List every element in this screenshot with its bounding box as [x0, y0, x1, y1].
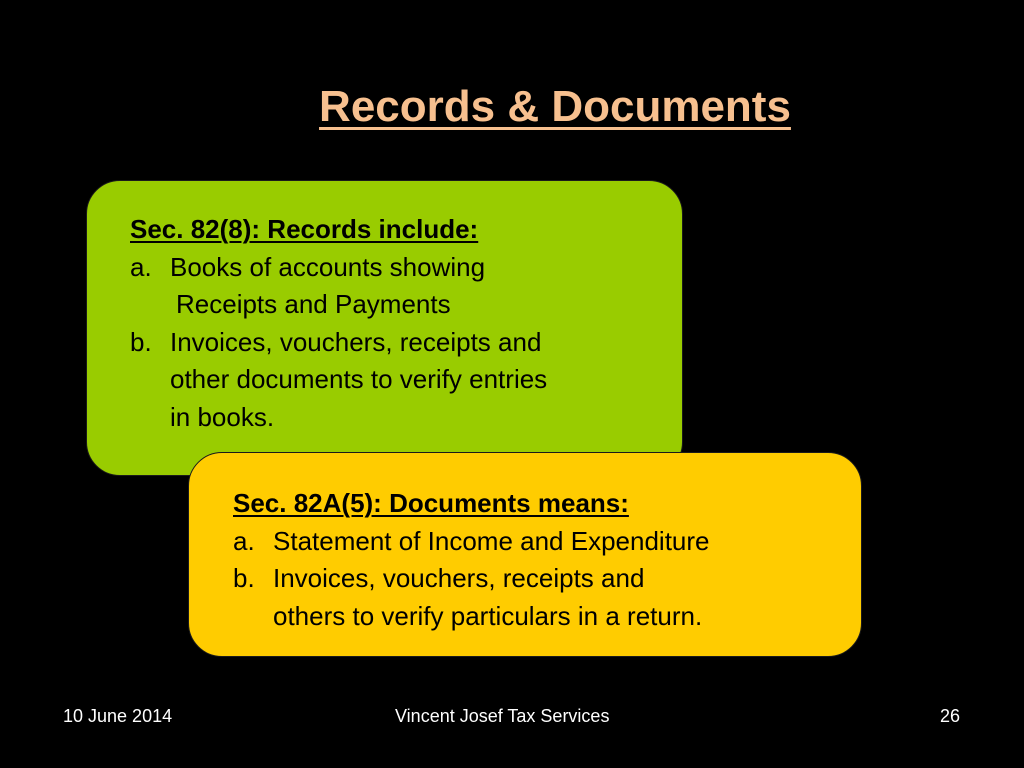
- footer-date: 10 June 2014: [63, 706, 173, 726]
- documents-box: [188, 452, 862, 657]
- records-item-b-marker: b.: [130, 326, 152, 357]
- documents-content: [233, 485, 710, 635]
- records-item-b-text: Invoices, vouchers, receipts and: [170, 326, 542, 357]
- footer-page-number: 26: [940, 706, 961, 726]
- records-heading: Sec. 82(8): Records include:: [130, 214, 479, 244]
- documents-heading: Sec. 82A(5): Documents means:: [233, 488, 629, 518]
- records-item-a-continuation: Receipts and Payments: [176, 289, 451, 319]
- documents-item-b-continuation: others to verify particulars in a return.: [273, 600, 703, 631]
- documents-item-a: [233, 523, 710, 561]
- documents-item-b: [233, 560, 710, 598]
- records-item-a-text: Books of accounts showing: [170, 251, 486, 282]
- documents-item-b-marker: b.: [233, 563, 255, 593]
- records-item-a-marker: a.: [130, 251, 152, 282]
- documents-item-a-text: Statement of Income and Expenditure: [273, 525, 710, 556]
- records-box: [86, 180, 683, 476]
- documents-item-a-marker: a.: [233, 525, 255, 556]
- records-item-b: [130, 324, 547, 362]
- records-item-b-continuation-1: other documents to verify entries: [170, 364, 548, 394]
- documents-item-b-text: Invoices, vouchers, receipts and: [273, 563, 645, 593]
- records-item-a: [130, 249, 547, 287]
- slide-title: Records & Documents: [319, 82, 791, 131]
- footer-organization: Vincent Josef Tax Services: [395, 706, 610, 726]
- records-item-b-continuation-2: in books.: [170, 401, 275, 432]
- records-content: [130, 211, 547, 436]
